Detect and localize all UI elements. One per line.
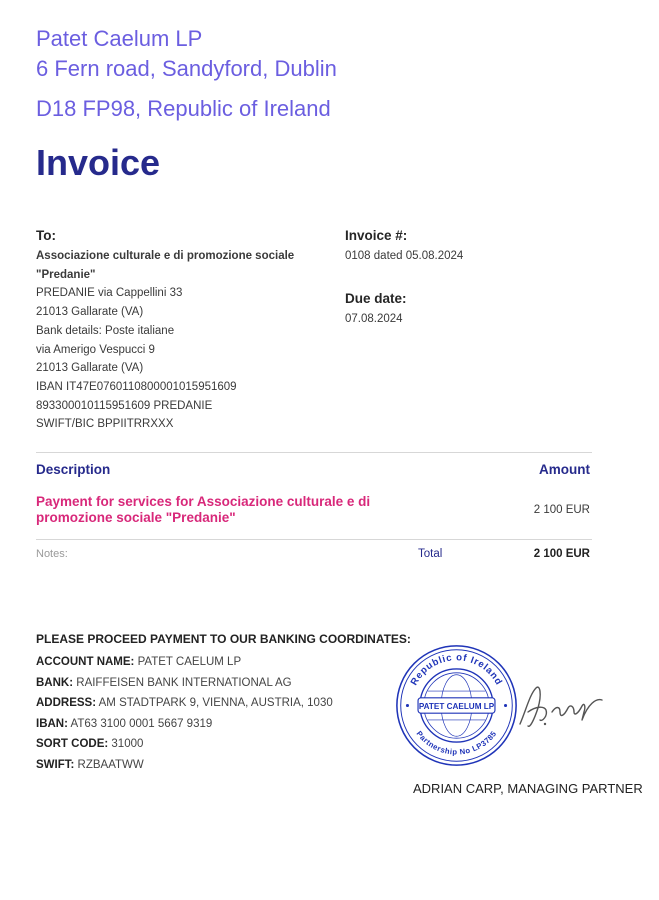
bank-label: IBAN: (36, 717, 68, 730)
recipient-line: 21013 Gallarate (VA) (36, 362, 144, 375)
invoice-number-label: Invoice #: (345, 228, 408, 243)
bank-row-address (36, 693, 411, 714)
amount-header: Amount (539, 462, 590, 477)
bill-to-label: To: (36, 228, 56, 243)
bank-value: AM STADTPARK 9, VIENNA, AUSTRIA, 1030 (98, 697, 333, 709)
invoice-meta (345, 227, 463, 328)
recipient-line: 893300010115951609 PREDANIE (36, 399, 213, 412)
bank-label: ADDRESS: (36, 697, 97, 709)
due-date-label: Due date: (345, 291, 407, 306)
signer-name-title: ADRIAN CARP, MANAGING PARTNER (413, 781, 643, 796)
bank-row-swift (36, 755, 411, 776)
recipient-line: SWIFT/BIC BPPIITRRXXX (36, 418, 174, 431)
company-seal-stamp (394, 643, 519, 768)
bank-value: PATET CAELUM LP (137, 656, 242, 668)
banking-title: PLEASE PROCEED PAYMENT TO OUR BANKING COORDINATES: (36, 632, 411, 646)
recipient-line: Bank details: Poste italiane (36, 324, 175, 337)
recipient-name: Associazione culturale e di promozione sociale "Predanie" (36, 250, 295, 281)
document-title: Invoice (36, 142, 161, 183)
svg-text:Republic of Ireland (409, 652, 505, 687)
recipient-line: PREDANIE via Cappellini 33 (36, 287, 183, 300)
bank-label: BANK: (36, 676, 74, 689)
bank-value: 31000 (111, 738, 144, 750)
bank-value: AT63 3100 0001 5667 9319 (70, 717, 213, 730)
company-city-country: D18 FP98, Republic of Ireland (36, 96, 331, 121)
bank-row-account-name (36, 652, 411, 673)
notes-label: Notes: (36, 548, 68, 560)
company-name: Patet Caelum LP (36, 26, 203, 51)
due-date-value: 07.08.2024 (345, 313, 403, 325)
seal-center-text: PATET CAELUM LP (418, 701, 495, 711)
bill-to-block (36, 227, 296, 434)
recipient-line: 21013 Gallarate (VA) (36, 306, 144, 319)
bank-row-sort-code (36, 734, 411, 755)
seal-bottom-text: Partnership No LP3785 (414, 729, 499, 757)
banking-details (36, 632, 411, 775)
bank-value: RZBAATWW (77, 758, 144, 771)
item-description: Payment for services for Associazione culturale e di promozione sociale "Predanie" (36, 494, 371, 525)
total-value: 2 100 EUR (533, 548, 590, 560)
company-street: 6 Fern road, Sandyford, Dublin (36, 56, 337, 81)
company-address (36, 24, 337, 124)
invoice-number-value: 0108 dated 05.08.2024 (345, 250, 464, 262)
seal-top-text: Republic of Ireland (408, 652, 505, 688)
bank-label: ACCOUNT NAME: (36, 656, 135, 668)
table-bottom-divider (36, 539, 592, 540)
bank-value: RAIFFEISEN BANK INTERNATIONAL AG (76, 676, 292, 689)
item-amount: 2 100 EUR (533, 504, 590, 516)
bank-label: SWIFT: (36, 758, 75, 771)
table-top-divider (36, 452, 592, 453)
total-label: Total (418, 548, 443, 560)
recipient-line: via Amerigo Vespucci 9 (36, 343, 155, 356)
description-header: Description (36, 462, 111, 477)
handwritten-signature (512, 676, 612, 738)
bank-row-bank (36, 673, 411, 694)
bank-row-iban (36, 714, 411, 735)
bank-label: SORT CODE: (36, 738, 109, 750)
recipient-line: IBAN IT47E0760110800001015951609 (36, 380, 237, 393)
